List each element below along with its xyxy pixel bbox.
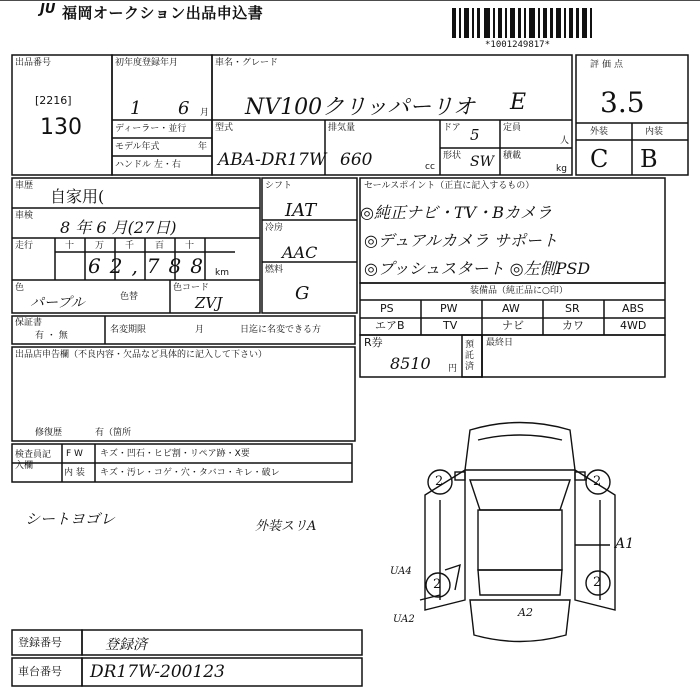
fuel-value: G [295,283,310,304]
equip-leather: カワ [562,319,584,332]
capacity-unit: 人 [560,136,570,146]
sales-point-line-1: ◎純正ナビ・TV・Bカメラ [360,203,552,222]
model-year-unit: 年 [198,142,208,152]
inspector-interior-label: 内 装 [64,468,85,478]
warranty-label: 保証書 [15,318,43,328]
inspection-label: 車検 [15,211,34,221]
color-value: パープル [30,295,85,311]
equip-navi: ナビ [502,319,524,332]
mileage-unit-1: 万 [95,241,105,251]
registration-label: 登録番号 [18,636,62,649]
mileage-unit-4: 十 [185,241,195,251]
shape-value: SW [470,154,494,170]
displacement-value: 660 [340,150,373,170]
recycle-date-label: 最終日 [486,338,514,348]
first-reg-label: 初年度登録年月 [115,58,179,68]
shift-label: シフト [265,181,293,191]
logo: JU [40,2,56,17]
note-right: 外装スリA [255,519,317,534]
car-name-value: NV100クリッパーリオ [245,95,476,120]
first-reg-month-unit: 月 [200,108,210,118]
mileage-unit-3: 百 [155,241,165,251]
equip-sr: SR [565,302,580,315]
equip-airbag: エアB [375,319,405,332]
fuel-label: 燃料 [265,265,284,275]
damage-label-ua4: UA4 [390,566,412,577]
inspector-fw-label: F W [66,449,83,459]
model-year-label: モデル年式 [115,142,160,152]
lot-sub-number: [2216] [35,94,72,107]
inspection-value: 8 年 6 月(27日) [60,218,177,237]
sales-point-line-2: ◎デュアルカメラ サポート [364,231,558,250]
sales-point-line-3: ◎プッシュスタート ◎左側PSD [364,259,591,278]
capacity-label: 定員 [503,123,522,133]
score-value: 3.5 [600,86,645,119]
score-interior: B [640,145,658,173]
doors-value: 5 [470,126,480,144]
color-label: 色 [15,283,25,293]
displacement-label: 排気量 [328,123,356,133]
warranty-period-label: 名変期限 [110,325,147,335]
equip-4wd: 4WD [620,319,647,332]
damage-mark-3: 2 [433,577,442,592]
repair-value: 有（箇所 [95,428,132,438]
inspector-fw-items: キズ・凹石・ヒビ割・リペア跡・X要 [100,449,250,459]
shift-value: IAT [285,200,317,221]
inspector-label: 検査員記入欄 [15,450,52,471]
mileage-unit-2: 千 [125,241,135,251]
handle-label: ハンドル 左・右 [115,160,181,170]
equip-tv: TV [443,319,458,332]
equip-abs: ABS [622,302,644,315]
form-title: 福岡オークション出品申込書 [62,4,264,22]
doors-label: ドア [443,123,461,133]
car-name-label: 車名・グレード [215,58,279,68]
recycle-deposit-label: 預託済 [465,340,475,372]
chassis-label: 車台番号 [18,665,62,678]
damage-label-a1: A1 [615,536,635,552]
equip-ps: PS [380,302,394,315]
first-reg-month: 6 [178,98,190,119]
registration-value: 登録済 [105,637,147,653]
usage-label: 車歴 [15,181,34,191]
ac-value: AAC [282,243,318,262]
damage-mark-2: 2 [593,474,602,489]
equip-aw: AW [502,302,520,315]
score-label: 評価点 [590,60,627,70]
damage-mark-1: 2 [435,474,444,489]
mileage-value: 62,788 [88,254,212,278]
shape-label: 形状 [443,151,462,161]
ac-label: 冷房 [265,223,284,233]
damage-label-a2: A2 [518,606,533,619]
recycle-label: R券 [364,336,383,349]
lot-number: 130 [40,115,82,140]
usage-value: 自家用( [50,187,105,206]
car-grade: E [510,90,527,115]
displacement-unit: cc [425,162,435,172]
note-left: シートヨゴレ [25,510,116,528]
recycle-unit: 円 [448,364,458,374]
warranty-transfer-label: 日迄に名変できる方 [240,325,322,335]
mileage-km: km [215,268,229,278]
barcode [452,8,592,38]
equipment-label: 装備品（純正品に○印） [470,286,568,296]
score-exterior: C [590,145,609,173]
inspector-interior-items: キズ・汚レ・コゲ・穴・タバコ・キレ・破レ [100,468,280,478]
color-change-label: 色替 [120,292,139,302]
barcode-number: *1001249817* [485,40,551,50]
katashiki-value: ABA-DR17W [218,150,327,170]
score-interior-label: 内装 [645,127,664,137]
katashiki-label: 型式 [215,123,234,133]
repair-label: 修復歴 [35,428,63,438]
damage-label-ua2: UA2 [393,614,415,625]
lot-label: 出品番号 [15,58,52,68]
chassis-value: DR17W-200123 [90,662,225,682]
remarks-label: 出品店申告欄（不良内容・欠品など具体的に記入して下さい） [15,350,268,360]
mileage-unit-0: 十 [65,241,75,251]
first-reg-year: 1 [130,98,142,119]
load-unit: kg [556,164,567,174]
color-code-value: ZVJ [195,294,223,312]
color-code-label: 色コード [173,283,210,293]
mileage-label: 走行 [15,241,34,251]
equip-pw: PW [440,302,458,315]
recycle-value: 8510 [390,354,431,373]
warranty-period-unit: 月 [195,325,205,335]
load-label: 積載 [503,151,522,161]
score-exterior-label: 外装 [590,127,609,137]
damage-mark-4: 2 [593,575,602,590]
sales-points-label: セールスポイント（正直に記入するもの） [364,181,535,191]
dealer-label: ディーラー・並行 [115,124,187,134]
warranty-options: 有 ・ 無 [35,331,68,341]
